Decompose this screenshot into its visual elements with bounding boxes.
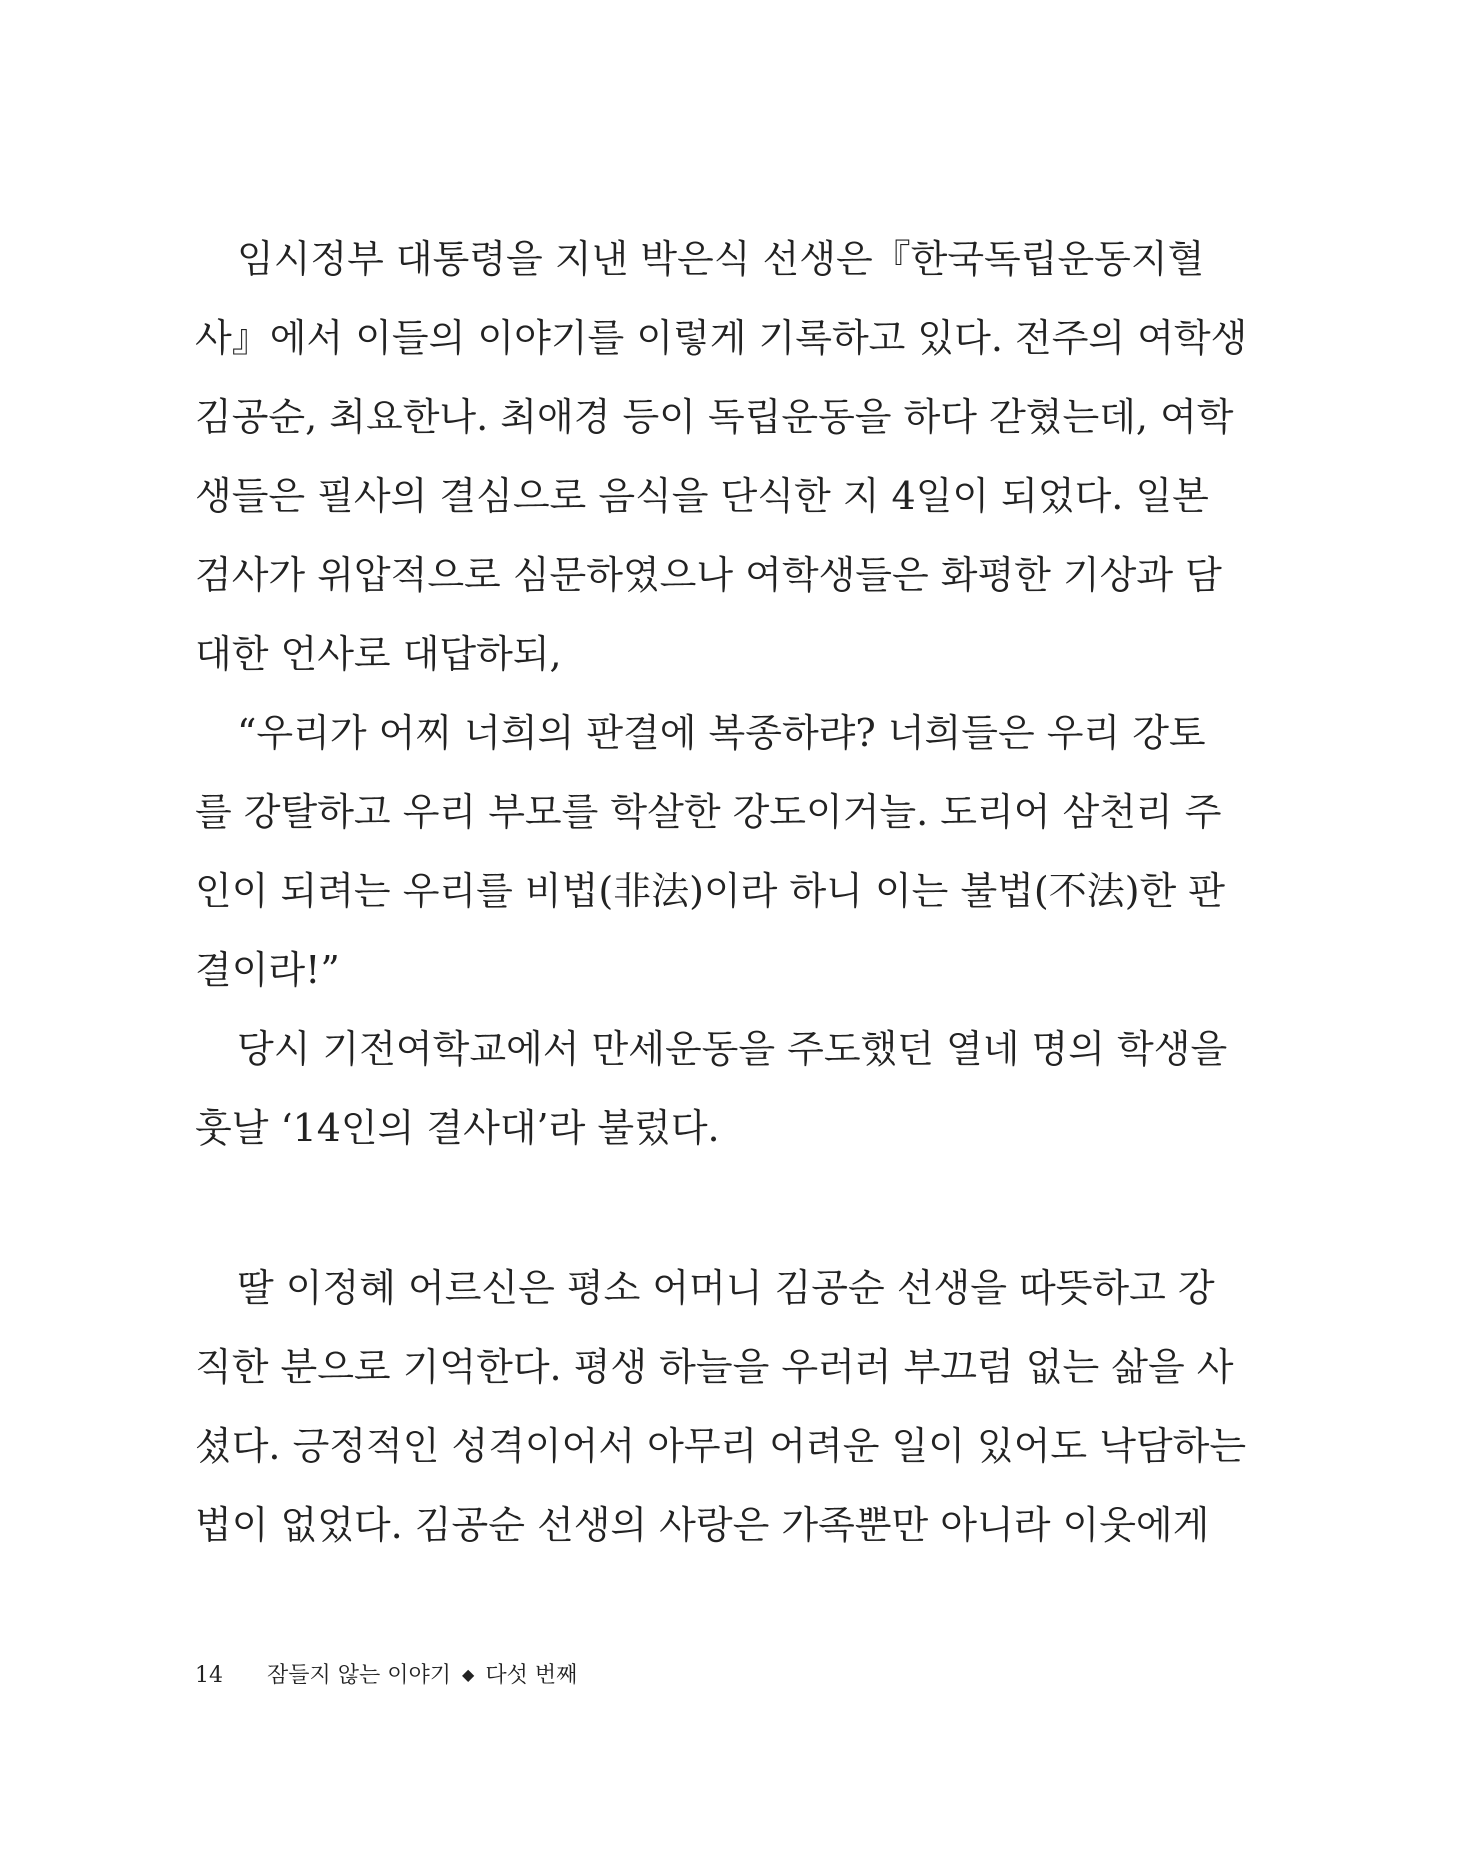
paragraph	[195, 220, 1248, 694]
text-line: 생들은 필사의 결심으로 음식을 단식한 지 4일이 되었다. 일본	[195, 474, 1209, 518]
text-line: 셨다. 긍정적인 성격이어서 아무리 어려운 일이 있어도 낙담하는	[195, 1424, 1247, 1468]
diamond-separator-icon: ◆	[462, 1665, 475, 1684]
text-line: 를 강탈하고 우리 부모를 학살한 강도이거늘. 도리어 삼천리 주	[195, 790, 1222, 834]
page-body	[195, 220, 1248, 1565]
volume-label: 다섯 번째	[485, 1663, 578, 1688]
text-line: 딸 이정혜 어르신은 평소 어머니 김공순 선생을 따뜻하고 강	[237, 1266, 1215, 1310]
text-line: 김공순, 최요한나. 최애경 등이 독립운동을 하다 갇혔는데, 여학	[195, 395, 1234, 439]
text-line: 훗날 ‘14인의 결사대’라 불렀다.	[195, 1106, 720, 1150]
text-line: 당시 기전여학교에서 만세운동을 주도했던 열네 명의 학생을	[237, 1027, 1228, 1071]
paragraph	[195, 1249, 1247, 1565]
text-line: 검사가 위압적으로 심문하였으나 여학생들은 화평한 기상과 담	[195, 553, 1222, 597]
quote-paragraph	[195, 694, 1226, 1010]
text-line: 법이 없었다. 김공순 선생의 사랑은 가족뿐만 아니라 이웃에게	[195, 1503, 1210, 1547]
text-line: “우리가 어찌 너희의 판결에 복종하랴? 너희들은 우리 강토	[237, 711, 1206, 755]
section-gap	[195, 1168, 1103, 1249]
page-number: 14	[195, 1663, 223, 1688]
page-footer	[195, 1660, 577, 1691]
text-line: 사』에서 이들의 이야기를 이렇게 기록하고 있다. 전주의 여학생	[195, 316, 1248, 360]
text-line: 대한 언사로 대답하되,	[195, 632, 562, 676]
text-line: 인이 되려는 우리를 비법(非法)이라 하니 이는 불법(不法)한 판	[195, 869, 1226, 913]
text-line: 직한 분으로 기억한다. 평생 하늘을 우러러 부끄럼 없는 삶을 사	[195, 1345, 1234, 1389]
paragraph	[195, 1010, 1228, 1168]
book-title: 잠들지 않는 이야기	[267, 1663, 452, 1688]
text-line: 결이라!”	[195, 948, 340, 992]
text-line: 임시정부 대통령을 지낸 박은식 선생은『한국독립운동지혈	[237, 237, 1205, 281]
